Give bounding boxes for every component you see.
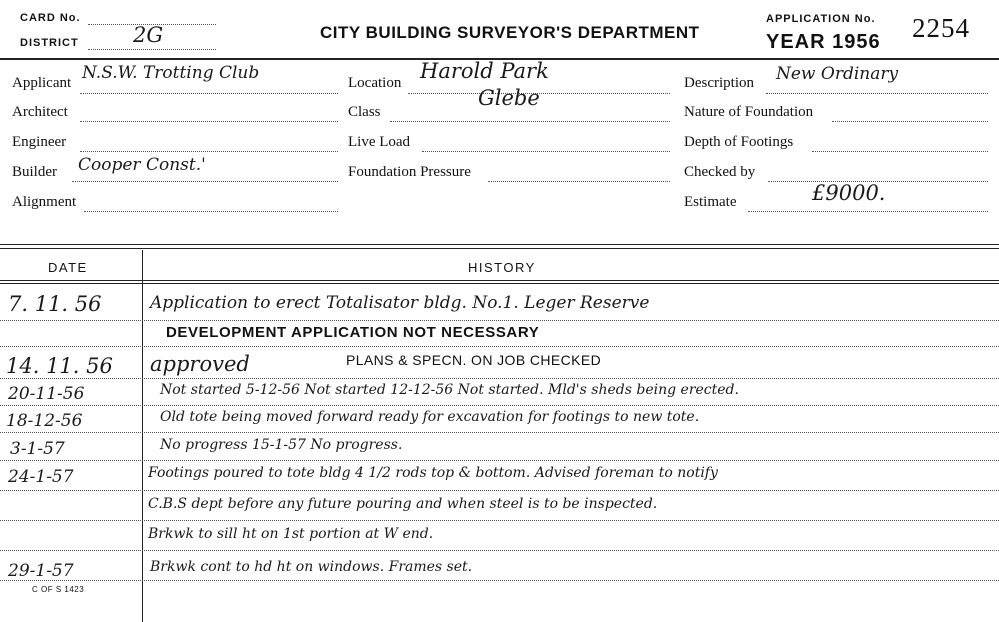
description-value: New Ordinary — [776, 64, 899, 84]
development-stamp: DEVELOPMENT APPLICATION NOT NECESSARY — [166, 324, 540, 341]
row-rule — [0, 346, 999, 347]
row-history: Not started 5-12-56 Not started 12-12-56 Not started. Mld's sheds being erected. — [160, 382, 739, 398]
nature-of-foundation-line — [832, 121, 988, 122]
date-column-divider — [142, 250, 143, 622]
district-line — [88, 49, 216, 50]
row-history: approved — [150, 352, 250, 376]
builder-line — [72, 181, 338, 182]
row-history: Old tote being moved forward ready for excavation for footings to new tote. — [160, 409, 700, 425]
class-value: Glebe — [478, 86, 540, 110]
row-history: Footings poured to tote bldg 4 1/2 rods top & bottom. Advised foreman to notify — [148, 465, 718, 481]
architect-label: Architect — [12, 104, 68, 120]
row-date: 24-1-57 — [8, 467, 74, 487]
class-line — [390, 121, 670, 122]
foundation-pressure-line — [488, 181, 670, 182]
department-title: CITY BUILDING SURVEYOR'S DEPARTMENT — [320, 23, 700, 42]
row-rule — [0, 378, 999, 379]
row-date: 20-11-56 — [8, 384, 85, 404]
row-date: 29-1-57 — [8, 561, 74, 581]
row-date: 14. 11. 56 — [6, 354, 113, 378]
row-rule — [0, 460, 999, 461]
live-load-label: Live Load — [348, 134, 411, 150]
engineer-line — [80, 151, 338, 152]
application-no-label: APPLICATION No. — [766, 13, 876, 25]
foundation-pressure-label: Foundation Pressure — [348, 164, 471, 180]
class-label: Class — [348, 104, 381, 120]
row-history: Application to erect Totalisator bldg. No.1. Leger Reserve — [150, 293, 650, 313]
alignment-label: Alignment — [12, 194, 77, 210]
row-history: C.B.S dept before any future pouring and when steel is to be inspected. — [148, 496, 658, 512]
applicant-line — [80, 93, 338, 94]
description-label: Description — [684, 75, 754, 91]
description-line — [766, 93, 988, 94]
plans-checked-stamp: PLANS & SPECN. ON JOB CHECKED — [346, 352, 602, 368]
row-rule — [0, 320, 999, 321]
fields-divider-top — [0, 244, 999, 245]
row-date: 7. 11. 56 — [8, 292, 102, 316]
row-date: 3-1-57 — [10, 439, 65, 459]
applicant-value: N.S.W. Trotting Club — [82, 63, 260, 83]
district-label: DISTRICT — [20, 37, 79, 49]
estimate-label: Estimate — [684, 194, 737, 210]
row-history: No progress 15-1-57 No progress. — [160, 437, 403, 453]
alignment-line — [84, 211, 338, 212]
row-history: Brkwk cont to hd ht on windows. Frames set. — [150, 559, 473, 575]
row-rule — [0, 490, 999, 491]
table-header-rule-1 — [0, 280, 999, 281]
history-header: HISTORY — [468, 260, 536, 275]
depth-of-footings-line — [812, 151, 988, 152]
row-history: Brkwk to sill ht on 1st portion at W end. — [148, 526, 434, 542]
row-rule — [0, 580, 999, 581]
nature-of-foundation-label: Nature of Foundation — [684, 104, 814, 120]
location-value: Harold Park — [420, 59, 549, 83]
location-label: Location — [348, 75, 402, 91]
row-rule — [0, 405, 999, 406]
builder-label: Builder — [12, 164, 57, 180]
district-value: 2G — [133, 23, 164, 47]
row-rule — [0, 432, 999, 433]
row-date: 18-12-56 — [6, 411, 83, 431]
estimate-value: £9000. — [812, 181, 886, 205]
applicant-label: Applicant — [12, 75, 72, 91]
table-header-rule-2 — [0, 283, 999, 284]
builder-value: Cooper Const.' — [78, 155, 206, 175]
date-header: DATE — [48, 260, 88, 275]
architect-line — [80, 121, 338, 122]
fields-divider-bottom — [0, 248, 999, 249]
live-load-line — [422, 151, 670, 152]
row-rule — [0, 550, 999, 551]
engineer-label: Engineer — [12, 134, 67, 150]
form-code: C OF S 1423 — [32, 585, 85, 594]
depth-of-footings-label: Depth of Footings — [684, 134, 794, 150]
estimate-line — [748, 211, 988, 212]
application-no-value: 2254 — [912, 13, 970, 43]
card-no-label: CARD No. — [20, 12, 81, 24]
row-rule — [0, 520, 999, 521]
checked-by-label: Checked by — [684, 164, 756, 180]
year-label: YEAR 1956 — [766, 31, 881, 53]
